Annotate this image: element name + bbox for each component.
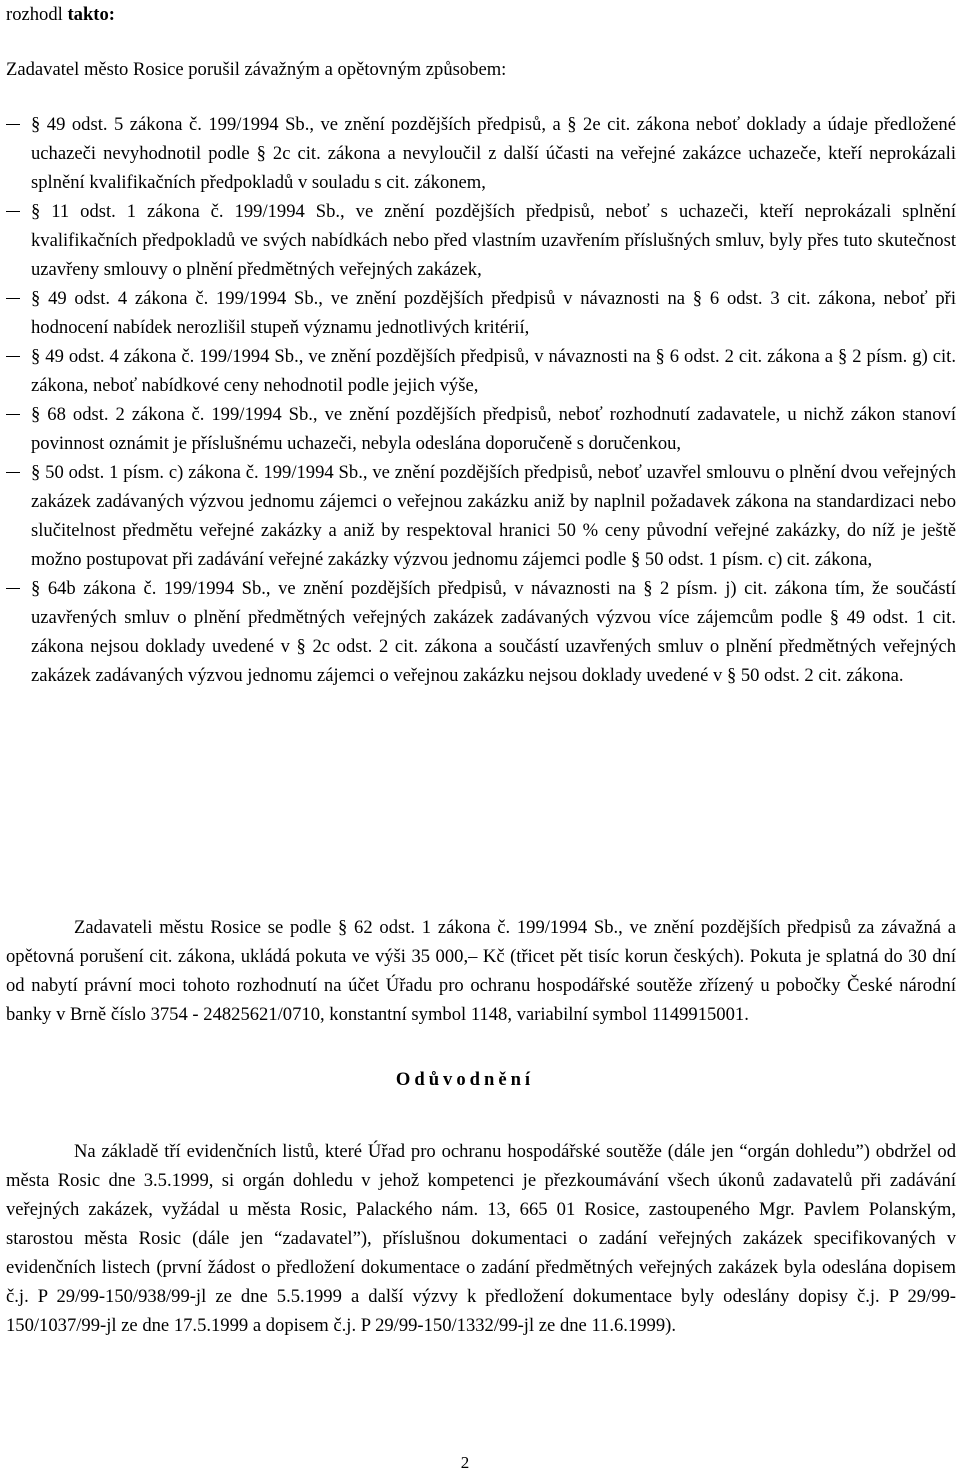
violation-text: § 49 odst. 4 zákona č. 199/1994 Sb., ve znění pozdějších předpisů v návaznosti na § 6 odst. 3 cit. zákona, neboť při hodnocení nabídek nerozlišil stupeň významu jednotlivých kritérií, [31,288,956,338]
violation-text: § 50 odst. 1 písm. c) zákona č. 199/1994 Sb., ve znění pozdějších předpisů, neboť uzavřel smlouvu o plnění dvou veřejných zakázek zadávaných výzvou jednomu zájemci o veřejnou zakázku aniž by naplnil požadavek zákona na standardizaci nebo slučitelnost předmětu veřejné zakázky a aniž by respektoval hranici 50 % ceny původní veřejné zakázky, do níž je ještě možno postupovat při zadávání veřejné zakázky výzvou jednomu zájemci podle § 50 odst. 1 písm. c) cit. zákona, [31,462,956,570]
violation-text: § 49 odst. 5 zákona č. 199/1994 Sb., ve znění pozdějších předpisů, a § 2e cit. zákona neboť doklady a údaje předložené uchazeči nevyhodnotil podle § 2c cit. zákona a nevyloučil z další účasti na veřejné zakázce uchazeče, kteří neprokázali splnění kvalifikačních předpokladů v souladu s cit. zákonem, [31,114,956,193]
list-item [6,110,956,197]
dash-bullet [6,588,20,589]
dash-bullet [6,356,20,357]
dash-bullet [6,211,20,212]
list-item [6,197,956,284]
dash-bullet [6,414,20,415]
violation-text: § 68 odst. 2 zákona č. 199/1994 Sb., ve znění pozdějších předpisů, neboť rozhodnutí zadavatele, u nichž zákon stanoví povinnost oznámit je příslušnému uchazeči, nebyla odeslána doporučeně s doručenkou, [31,404,956,454]
list-item [6,458,956,574]
dash-bullet [6,298,20,299]
violation-text: § 49 odst. 4 zákona č. 199/1994 Sb., ve znění pozdějších předpisů, v návaznosti na § 6 odst. 2 cit. zákona a § 2 písm. g) cit. zákona, neboť nabídkové ceny nehodnotil podle jejich výše, [31,346,956,396]
heading-bold: takto: [67,4,115,25]
reasoning-heading: Odůvodnění [395,1069,535,1090]
list-item [6,400,956,458]
page-number: 2 [460,1453,470,1472]
violation-text: § 11 odst. 1 zákona č. 199/1994 Sb., ve znění pozdějších předpisů, neboť s uchazeči, kteří neprokázali splnění kvalifikačních předpokladů ve svých nabídkách nebo před vlastním uzavřením příslušných smluv, byly přes tuto skutečnost uzavřeny smlouvy o plnění předmětných veřejných zakázek, [31,201,956,280]
heading-prefix: rozhodl [6,4,68,25]
violation-text: § 64b zákona č. 199/1994 Sb., ve znění pozdějších předpisů, v návaznosti na § 2 písm. j) cit. zákona tím, že součástí uzavřených smluv o plnění předmětných veřejných zakázek zadávaných výzvou více zájemcům podle § 49 odst. 1 cit. zákona nejsou doklady uvedené v § 2c odst. 2 cit. zákona a součástí uzavřených smluv o plnění předmětných veřejných zakázek zadávaných výzvou jednomu zájemci o veřejnou zakázku nejsou doklady uvedené v § 50 odst. 2 cit. zákona. [31,578,956,686]
intro-sentence: Zadavatel město Rosice porušil závažným a opětovným způsobem: [6,59,507,80]
list-item [6,342,956,400]
list-item [6,284,956,342]
violations-list [6,110,956,690]
dash-bullet [6,472,20,473]
fine-paragraph: Zadavateli městu Rosice se podle § 62 odst. 1 zákona č. 199/1994 Sb., ve znění pozdějších předpisů za závažná a opětovná porušení cit. zákona, ukládá pokuta ve výši 35 000,– Kč (třicet pět tisíc korun českých). Pokuta je splatná do 30 dní od nabytí právní moci tohoto rozhodnutí na účet Úřadu pro ochranu hospodářské soutěže zřízený u pobočky České národní banky v Brně číslo 3754 - 24825621/0710, konstantní symbol 1148, variabilní symbol 1149915001. [6,916,956,1025]
dash-bullet [6,124,20,125]
decision-heading [6,0,115,29]
list-item [6,574,956,690]
reasoning-paragraph: Na základě tří evidenčních listů, které Úřad pro ochranu hospodářské soutěže (dále jen “orgán dohledu”) obdržel od města Rosic dne 3.5.1999, si orgán dohledu v jehož kompetenci je přezkoumávání všech úkonů zadavatelů při zadávání veřejných zakázek, vyžádal u města Rosic, Palackého nám. 13, 665 01 Rosice, zastoupeného Mgr. Pavlem Polanským, starostou města Rosic (dále jen “zadavatel”), příslušnou dokumentaci o zadání veřejných zakázek specifikovaných v evidenčních listech (první žádost o předložení dokumentace o zadání předmětných veřejných zakázek byla odeslána dopisem č.j. P 29/99-150/938/99-jl ze dne 5.5.1999 a další výzvy k předložení dokumentace byly odeslány dopisy č.j. P 29/99-150/1037/99-jl ze dne 17.5.1999 a dopisem č.j. P 29/99-150/1332/99-jl ze dne 11.6.1999). [6,1140,956,1336]
